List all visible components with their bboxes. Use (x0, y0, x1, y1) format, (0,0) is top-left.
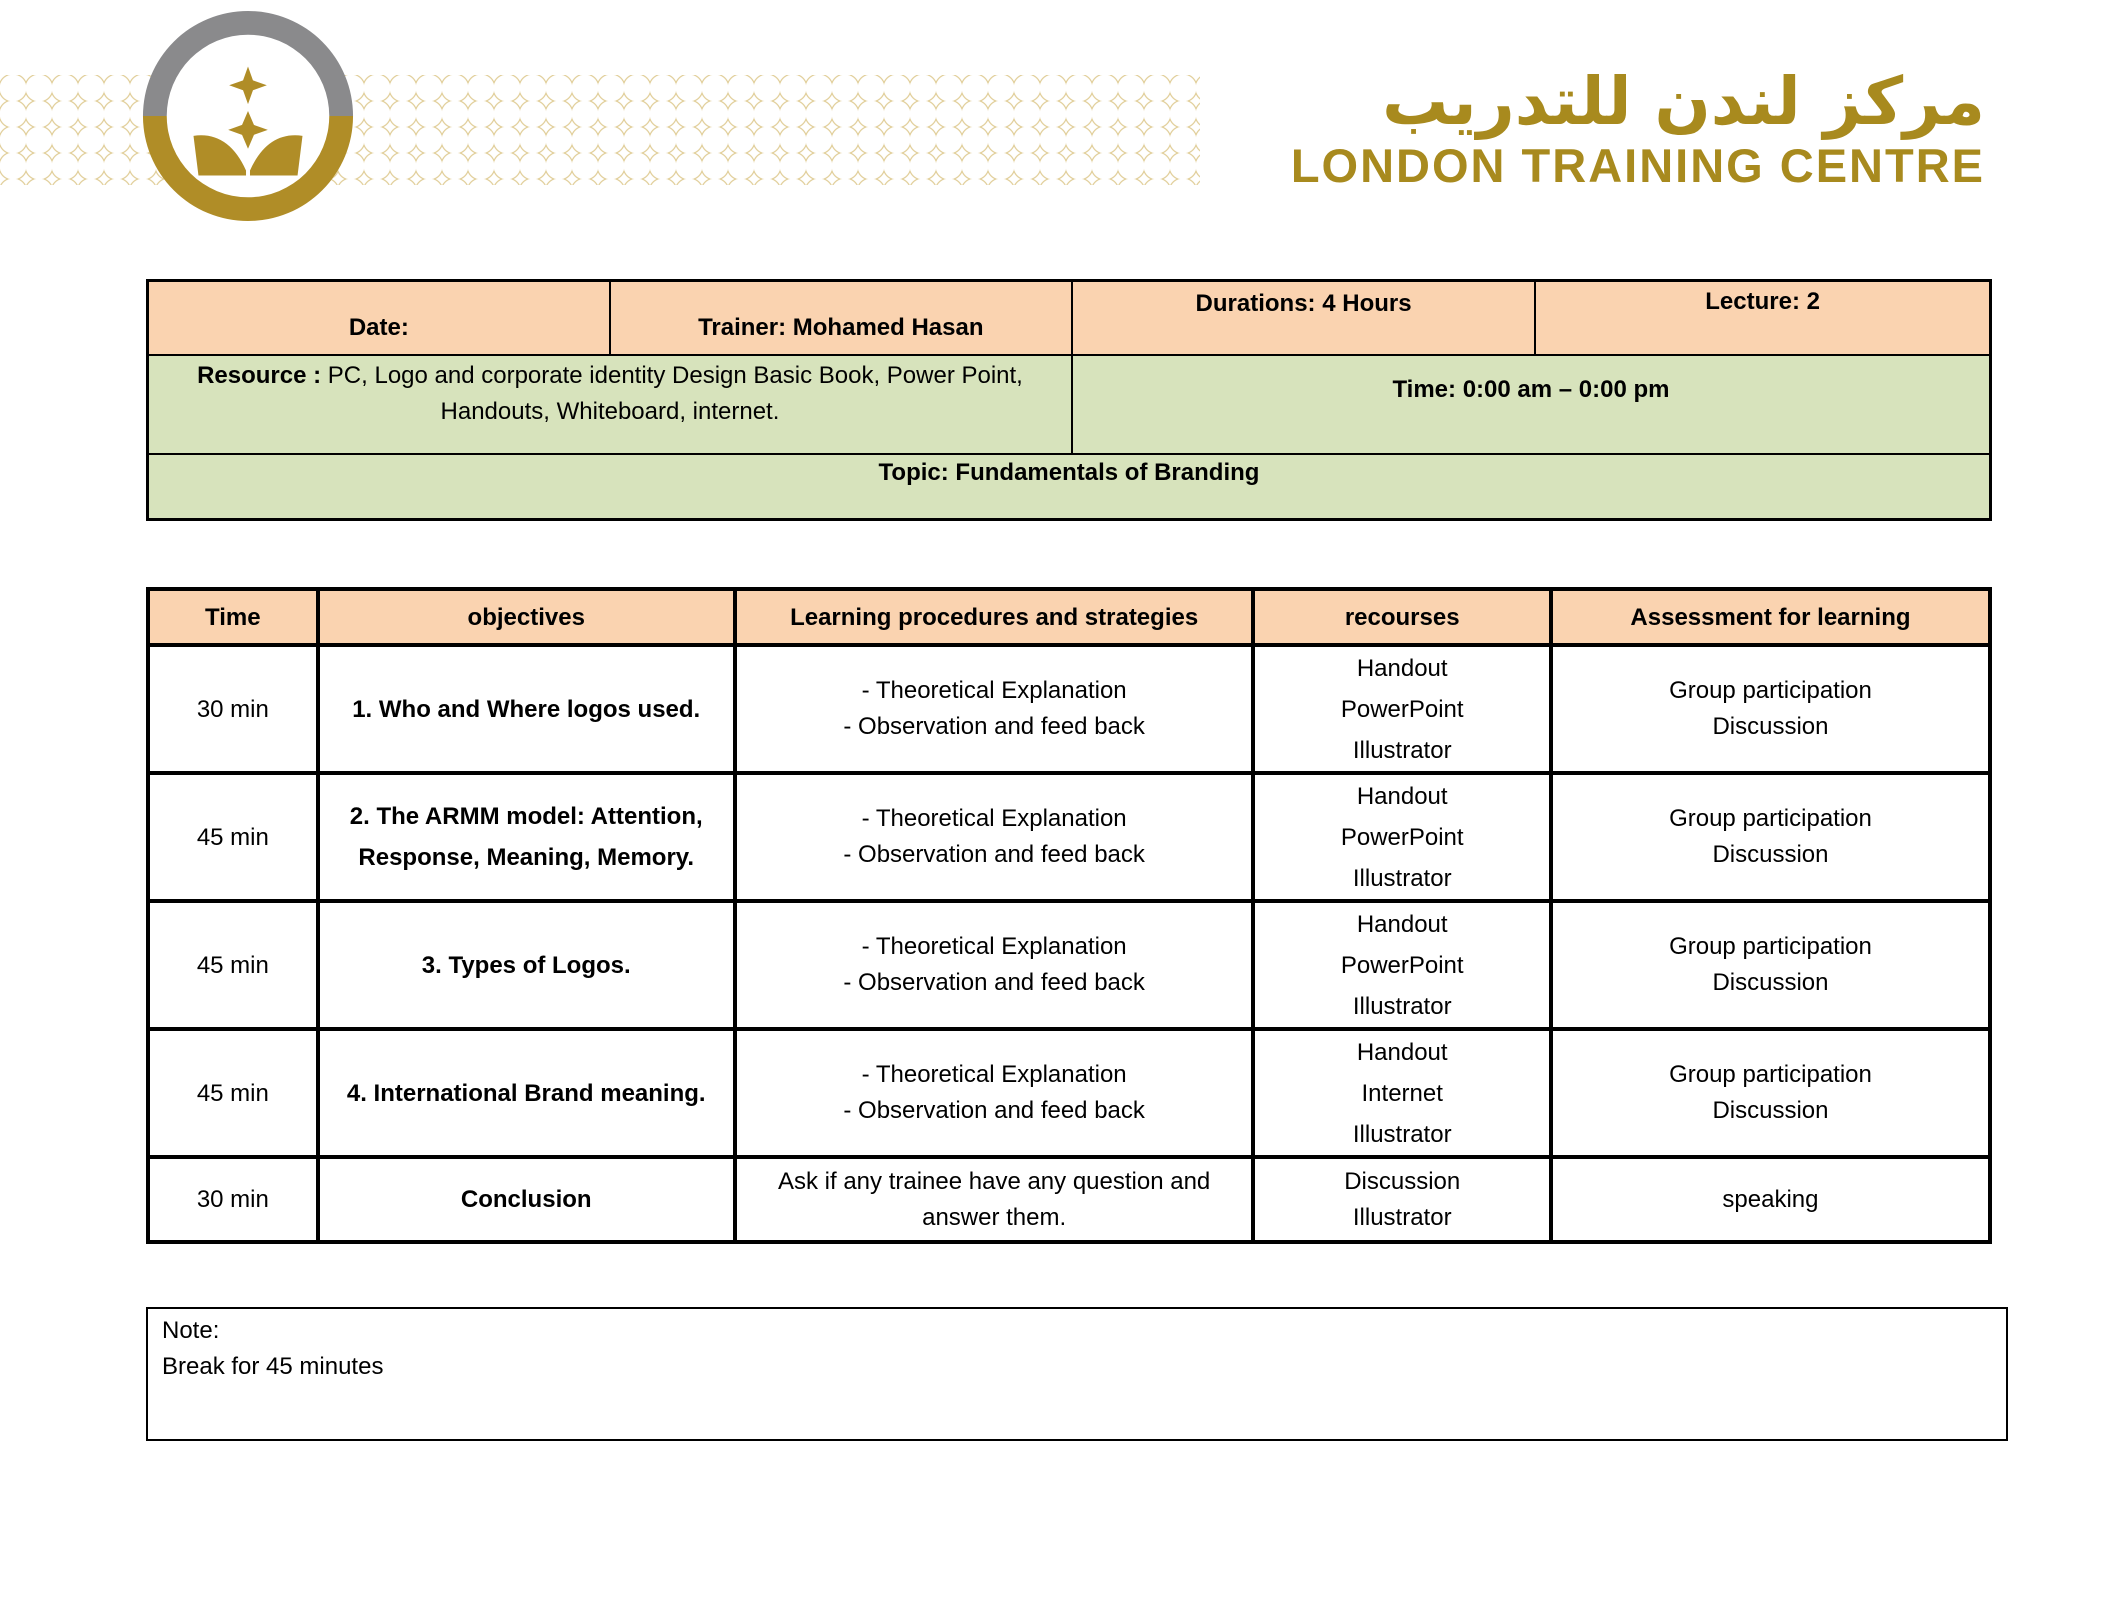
column-header: objectives (318, 589, 735, 645)
resource-label: Resource : (197, 361, 322, 389)
procedures-cell (735, 773, 1254, 901)
resources-cell (1253, 773, 1550, 901)
resources-cell-line: Illustrator (1352, 1203, 1452, 1231)
resources-cell (1253, 1029, 1550, 1157)
procedures-cell-line: - Theoretical Explanation (861, 805, 1127, 832)
resources-cell-line: Handout (1356, 910, 1448, 938)
lecture-cell: Lecture: 2 (1535, 281, 1990, 355)
assessment-cell-line: Group participation (1669, 677, 1872, 704)
time-cell: 45 min (148, 1029, 318, 1157)
resources-cell (1253, 1157, 1550, 1242)
assessment-cell-line: Group participation (1669, 805, 1872, 832)
time-cell: 30 min (148, 645, 318, 773)
resources-cell-line: Illustrator (1352, 864, 1452, 892)
resources-cell-line: Handout (1356, 654, 1448, 682)
note-text: Break for 45 minutes (162, 1353, 384, 1380)
brand-name-english: LONDON TRAINING CENTRE (1290, 139, 1985, 192)
assessment-cell-line: Discussion (1712, 1097, 1829, 1124)
resources-cell (1253, 645, 1550, 773)
topic-cell: Topic: Fundamentals of Branding (148, 454, 1991, 520)
lecture-info-table (146, 279, 1992, 521)
objective-cell: 2. The ARMM model: Attention, Response, Meaning, Memory. (318, 773, 735, 901)
time-cell (1072, 355, 1991, 454)
resources-cell (1253, 901, 1550, 1029)
resources-cell-line: PowerPoint (1340, 951, 1464, 979)
assessment-cell (1551, 645, 1990, 773)
table-row (148, 773, 1990, 901)
assessment-cell-line: Group participation (1669, 1061, 1872, 1088)
procedures-cell (735, 1029, 1254, 1157)
assessment-cell (1551, 1029, 1990, 1157)
assessment-cell-line: speaking (1722, 1185, 1819, 1213)
column-header: Learning procedures and strategies (735, 589, 1254, 645)
time-label: Time (1392, 375, 1449, 403)
duration-cell: Durations: 4 Hours (1072, 281, 1535, 355)
resource-value: PC, Logo and corporate identity Design Basic Book, Power Point, Handouts, Whiteboard, internet. (321, 361, 1023, 425)
resources-cell-line: PowerPoint (1340, 823, 1464, 851)
objective-cell: 3. Types of Logos. (318, 901, 735, 1029)
procedures-cell-line: - Observation and feed back (843, 713, 1145, 740)
procedures-cell-line: - Observation and feed back (843, 969, 1145, 996)
assessment-cell-line: Group participation (1669, 933, 1872, 960)
resources-cell-line: Illustrator (1352, 736, 1452, 764)
table-header-row (148, 589, 1990, 645)
note-box (146, 1307, 2008, 1441)
time-value: : 0:00 am – 0:00 pm (1448, 375, 1670, 403)
assessment-cell (1551, 1157, 1990, 1242)
procedures-cell-line: - Theoretical Explanation (861, 1061, 1127, 1088)
brand-name-arabic: مركز لندن للتدريب (1382, 63, 1985, 140)
column-header: Time (148, 589, 318, 645)
table-row (148, 1029, 1990, 1157)
lesson-plan-table (146, 587, 1992, 1244)
procedures-cell (735, 645, 1254, 773)
objective-cell: Conclusion (318, 1157, 735, 1242)
time-cell: 45 min (148, 901, 318, 1029)
resources-cell-line: PowerPoint (1340, 695, 1464, 723)
objective-cell: 4. International Brand meaning. (318, 1029, 735, 1157)
assessment-cell (1551, 773, 1990, 901)
table-row (148, 901, 1990, 1029)
resources-cell-line: Internet (1361, 1079, 1443, 1107)
procedures-cell-line: - Observation and feed back (843, 841, 1145, 868)
table-row (148, 645, 1990, 773)
procedures-cell-line: - Observation and feed back (843, 1097, 1145, 1124)
resources-cell-line: Illustrator (1352, 992, 1452, 1020)
assessment-cell (1551, 901, 1990, 1029)
column-header: Assessment for learning (1551, 589, 1990, 645)
note-label: Note: (162, 1317, 220, 1344)
procedures-cell-line: - Theoretical Explanation (861, 933, 1127, 960)
objective-cell: 1. Who and Where logos used. (318, 645, 735, 773)
procedures-cell (735, 901, 1254, 1029)
trainer-cell: Trainer: Mohamed Hasan (610, 281, 1072, 355)
procedures-cell-line: - Theoretical Explanation (861, 677, 1127, 704)
assessment-cell-line: Discussion (1712, 969, 1829, 996)
resource-cell (148, 355, 1072, 454)
assessment-cell-line: Discussion (1712, 713, 1829, 740)
procedures-cell-line: Ask if any trainee have any question and answer them. (777, 1167, 1211, 1231)
time-cell: 45 min (148, 773, 318, 901)
time-cell: 30 min (148, 1157, 318, 1242)
procedures-cell (735, 1157, 1254, 1242)
table-row (148, 1157, 1990, 1242)
london-training-centre-logo (139, 7, 357, 225)
column-header: recourses (1253, 589, 1550, 645)
resources-cell-line: Discussion (1344, 1167, 1461, 1195)
resources-cell-line: Handout (1356, 782, 1448, 810)
assessment-cell-line: Discussion (1712, 841, 1829, 868)
resources-cell-line: Handout (1356, 1038, 1448, 1066)
date-cell: Date: (148, 281, 610, 355)
resources-cell-line: Illustrator (1352, 1120, 1452, 1148)
